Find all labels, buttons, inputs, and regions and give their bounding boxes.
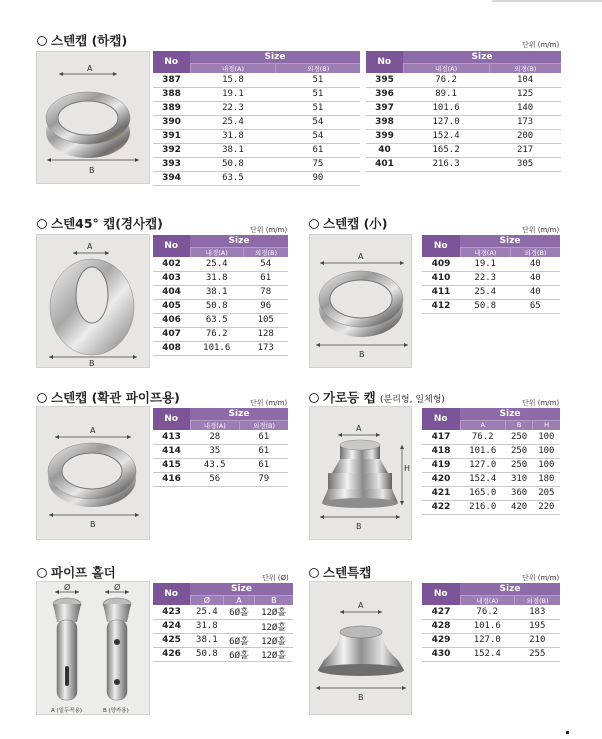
size-value: 6Ø홀 <box>224 605 254 619</box>
unit-label-s7: 단위 (m/m) <box>522 574 560 582</box>
size-value <box>224 619 254 633</box>
size-value: 104 <box>489 73 561 87</box>
item-number: 391 <box>153 129 190 143</box>
size-value: 100 <box>533 430 560 444</box>
size-value: 61 <box>276 143 360 157</box>
size-value: 15.8 <box>190 73 276 87</box>
item-number: 405 <box>153 299 190 313</box>
spec-table-s2: No Size 내경(A) 외경(B) 402 25.4 54 403 31.8 61 404 38.1 78 405 50.8 96 406 63.5 105 407 76.2 128 408 101.6 173 <box>153 235 288 356</box>
size-value: 105 <box>243 313 288 327</box>
item-number: 416 <box>153 472 190 486</box>
size-value: 310 <box>505 472 532 486</box>
table-row <box>153 285 288 299</box>
size-value: 200 <box>489 129 561 143</box>
table-row <box>153 299 288 313</box>
svg-text:Ø: Ø <box>64 583 71 592</box>
table-row <box>153 444 288 458</box>
table-row <box>153 129 360 143</box>
spec-table-s6: No Size Ø A B 423 25.4 6Ø홀 12Ø홀 424 31.8 12Ø홀 425 38.1 6Ø홀 12Ø홀 426 50.8 6Ø홀 12Ø홀 <box>153 583 293 662</box>
size-value: 220 <box>533 500 560 514</box>
size-value: 54 <box>276 115 360 129</box>
unit-label-s4: 단위 (m/m) <box>250 399 288 407</box>
product-image-s3 <box>309 234 412 368</box>
svg-text:B: B <box>358 693 364 702</box>
size-value: 127.0 <box>403 115 489 129</box>
size-value: 128 <box>243 327 288 341</box>
size-value: 360 <box>505 486 532 500</box>
item-number: 392 <box>153 143 190 157</box>
table-row <box>422 430 560 444</box>
spec-table-s7: No Size 내경(A) 외경(B) 427 76.2 183 428 101.6 195 429 127.0 210 430 152.4 255 <box>422 583 560 662</box>
size-value: 63.5 <box>190 313 243 327</box>
size-value: 173 <box>489 115 561 129</box>
section-title-s5: 가로등 캡 (분리형, 일체형) <box>309 388 445 406</box>
size-value: 40 <box>511 257 560 271</box>
table-row <box>153 271 288 285</box>
unit-label-s3: 단위 (m/m) <box>522 226 560 234</box>
table-row <box>153 619 293 633</box>
table-row <box>153 472 288 486</box>
size-value: 50.8 <box>190 299 243 313</box>
table-row <box>422 605 560 619</box>
table-row <box>153 73 360 87</box>
item-number: 421 <box>422 486 460 500</box>
unit-label-s1: 단위 (m/m) <box>522 41 560 49</box>
caption-a: A (일두꼭용) <box>51 708 83 714</box>
size-value: 127.0 <box>460 458 505 472</box>
section-title-s7: 스텐특캡 <box>309 563 371 581</box>
size-value: 101.6 <box>460 444 505 458</box>
section-title-s4: 스텐캡 (확관 파이프용) <box>37 388 180 406</box>
item-number: 413 <box>153 430 190 444</box>
table-row <box>153 101 360 115</box>
size-value: 205 <box>533 486 560 500</box>
table-row <box>366 143 561 157</box>
size-value: 165.0 <box>460 486 505 500</box>
table-row <box>422 619 560 633</box>
size-value: 56 <box>190 472 240 486</box>
size-value: 12Ø홀 <box>254 619 293 633</box>
svg-text:A: A <box>90 426 96 435</box>
size-value: 6Ø홀 <box>224 647 254 661</box>
table-row <box>366 73 561 87</box>
table-row <box>422 647 560 661</box>
size-value: 180 <box>533 472 560 486</box>
item-number: 424 <box>153 619 190 633</box>
size-value: 217 <box>489 143 561 157</box>
item-number: 404 <box>153 285 190 299</box>
size-value: 420 <box>505 500 532 514</box>
circle-bullet-icon <box>309 393 319 403</box>
size-value: 76.2 <box>190 327 243 341</box>
item-number: 387 <box>153 73 190 87</box>
table-row <box>366 157 561 171</box>
item-number: 396 <box>366 87 403 101</box>
item-number: 394 <box>153 171 190 185</box>
item-number: 389 <box>153 101 190 115</box>
size-value: 305 <box>489 157 561 171</box>
table-row <box>153 341 288 355</box>
size-value: 25.4 <box>460 285 511 299</box>
size-value: 54 <box>243 257 288 271</box>
item-number: 426 <box>153 647 190 661</box>
item-number: 428 <box>422 619 460 633</box>
svg-text:B: B <box>90 520 96 529</box>
size-value: 140 <box>489 101 561 115</box>
size-value: 195 <box>515 619 560 633</box>
size-value: 54 <box>276 129 360 143</box>
spec-table-s4: No Size 내경(A) 외경(B) 413 28 61 414 35 61 415 43.5 61 416 56 79 <box>153 408 288 487</box>
header-no: No <box>153 51 190 73</box>
size-value: 63.5 <box>190 171 276 185</box>
spec-table-s5: No Size A B H 417 76.2 250 100 418 101.6 250 100 419 127.0 250 100 420 152.4 310 180 421 165.0 360 205 422 216.0 420 220 <box>422 408 560 515</box>
size-value: 43.5 <box>190 458 240 472</box>
table-row <box>153 87 360 101</box>
size-value: 61 <box>240 444 288 458</box>
header-outer-b: 외경(B) <box>276 63 360 73</box>
svg-text:Ø: Ø <box>114 583 121 592</box>
size-value: 96 <box>243 299 288 313</box>
size-value: 31.8 <box>190 129 276 143</box>
item-number: 411 <box>422 285 460 299</box>
item-number: 388 <box>153 87 190 101</box>
size-value: 38.1 <box>190 633 224 647</box>
header-outer-b: 외경(B) <box>489 63 561 73</box>
size-value: 101.6 <box>403 101 489 115</box>
section-title-s3: 스텐캡 (小) <box>309 214 388 232</box>
size-value: 78 <box>243 285 288 299</box>
size-value: 61 <box>240 430 288 444</box>
item-number: 414 <box>153 444 190 458</box>
item-number: 403 <box>153 271 190 285</box>
size-value: 31.8 <box>190 271 243 285</box>
product-image-s5 <box>309 406 412 540</box>
size-value: 51 <box>276 101 360 115</box>
item-number: 401 <box>366 157 403 171</box>
section-title-s6: 파이프 홀더 <box>37 563 116 581</box>
size-value: 90 <box>276 171 360 185</box>
table-row <box>422 472 560 486</box>
size-value: 216.0 <box>460 500 505 514</box>
item-number: 429 <box>422 633 460 647</box>
size-value: 19.1 <box>460 257 511 271</box>
size-value: 51 <box>276 73 360 87</box>
item-number: 399 <box>366 129 403 143</box>
section-title-s2: 스텐45° 캡(경사캡) <box>37 214 163 232</box>
table-row <box>422 285 560 299</box>
size-value: 152.4 <box>460 647 515 661</box>
item-number: 418 <box>422 444 460 458</box>
product-image-s1 <box>36 51 150 184</box>
page-dot <box>566 731 569 734</box>
table-row <box>153 458 288 472</box>
size-value: 100 <box>533 444 560 458</box>
item-number: 390 <box>153 115 190 129</box>
product-image-s7 <box>309 581 412 715</box>
circle-bullet-icon <box>309 568 319 578</box>
item-number: 417 <box>422 430 460 444</box>
table-row <box>153 430 288 444</box>
table-row <box>153 327 288 341</box>
svg-text:H: H <box>404 464 411 473</box>
svg-text:B: B <box>356 522 362 531</box>
dim-label-a: A <box>87 64 93 73</box>
size-value: 31.8 <box>190 619 224 633</box>
table-row <box>153 313 288 327</box>
size-value: 28 <box>190 430 240 444</box>
svg-text:A: A <box>358 601 364 610</box>
item-number: 397 <box>366 101 403 115</box>
table-row <box>153 605 293 619</box>
table-row <box>153 115 360 129</box>
table-row <box>422 271 560 285</box>
table-row <box>366 115 561 129</box>
size-value: 22.3 <box>190 101 276 115</box>
circle-bullet-icon <box>37 393 47 403</box>
header-size: Size <box>403 51 561 63</box>
size-value: 35 <box>190 444 240 458</box>
size-value: 75 <box>276 157 360 171</box>
size-value: 12Ø홀 <box>254 605 293 619</box>
size-value: 61 <box>243 271 288 285</box>
svg-text:A: A <box>87 242 93 251</box>
size-value: 79 <box>240 472 288 486</box>
caption-b: B (양카용) <box>103 708 129 714</box>
size-value: 216.3 <box>403 157 489 171</box>
svg-text:A: A <box>358 252 364 261</box>
item-number: 40 <box>366 143 403 157</box>
size-value: 89.1 <box>403 87 489 101</box>
item-number: 430 <box>422 647 460 661</box>
table-row <box>422 299 560 313</box>
item-number: 415 <box>153 458 190 472</box>
size-value: 19.1 <box>190 87 276 101</box>
size-value: 6Ø홀 <box>224 633 254 647</box>
size-value: 250 <box>505 444 532 458</box>
item-number: 427 <box>422 605 460 619</box>
spec-table-s1-right <box>366 51 561 172</box>
item-number: 398 <box>366 115 403 129</box>
item-number: 407 <box>153 327 190 341</box>
svg-text:B: B <box>359 350 365 359</box>
dim-label-b: B <box>89 166 95 175</box>
item-number: 420 <box>422 472 460 486</box>
table-row <box>422 633 560 647</box>
item-number: 423 <box>153 605 190 619</box>
table-row <box>153 257 288 271</box>
size-value: 76.2 <box>460 430 505 444</box>
size-value: 210 <box>515 633 560 647</box>
size-value: 12Ø홀 <box>254 647 293 661</box>
product-image-s4 <box>36 406 150 540</box>
header-inner-a: 내경(A) <box>190 63 276 73</box>
size-value: 76.2 <box>403 73 489 87</box>
table-row <box>153 633 293 647</box>
item-number: 402 <box>153 257 190 271</box>
item-number: 419 <box>422 458 460 472</box>
size-value: 125 <box>489 87 561 101</box>
table-row <box>366 87 561 101</box>
size-value: 40 <box>511 285 560 299</box>
size-value: 152.4 <box>403 129 489 143</box>
size-value: 38.1 <box>190 285 243 299</box>
product-image-s6 <box>36 581 150 715</box>
header-size: Size <box>190 51 360 63</box>
size-value: 165.2 <box>403 143 489 157</box>
spec-table-s3: No Size 내경(A) 외경(B) 409 19.1 40 410 22.3 40 411 25.4 40 412 50.8 65 <box>422 235 560 314</box>
table-row <box>422 500 560 514</box>
circle-bullet-icon <box>309 219 319 229</box>
size-value: 40 <box>511 271 560 285</box>
size-value: 101.6 <box>190 341 243 355</box>
size-value: 173 <box>243 341 288 355</box>
size-value: 127.0 <box>460 633 515 647</box>
table-row <box>153 143 360 157</box>
table-row <box>153 647 293 661</box>
item-number: 409 <box>422 257 460 271</box>
table-row <box>366 129 561 143</box>
svg-text:A: A <box>356 424 362 433</box>
table-row <box>153 157 360 171</box>
size-value: 50.8 <box>190 647 224 661</box>
top-rule <box>492 0 602 2</box>
item-number: 408 <box>153 341 190 355</box>
header-inner-a: 내경(A) <box>403 63 489 73</box>
size-value: 250 <box>505 430 532 444</box>
unit-label-s2: 단위 (m/m) <box>250 226 288 234</box>
size-value: 38.1 <box>190 143 276 157</box>
section-title-s1: 스텐캡 (하캡) <box>37 31 127 49</box>
size-value: 12Ø홀 <box>254 633 293 647</box>
size-value: 51 <box>276 87 360 101</box>
size-value: 101.6 <box>460 619 515 633</box>
svg-text:B: B <box>89 359 95 368</box>
size-value: 50.8 <box>190 157 276 171</box>
circle-bullet-icon <box>37 219 47 229</box>
size-value: 76.2 <box>460 605 515 619</box>
circle-bullet-icon <box>37 36 47 46</box>
unit-label-s6: 단위 (Ø) <box>262 574 289 582</box>
item-number: 425 <box>153 633 190 647</box>
size-value: 22.3 <box>460 271 511 285</box>
circle-bullet-icon <box>37 568 47 578</box>
item-number: 393 <box>153 157 190 171</box>
size-value: 152.4 <box>460 472 505 486</box>
item-number: 410 <box>422 271 460 285</box>
table-row <box>422 444 560 458</box>
size-value: 25.4 <box>190 115 276 129</box>
table-row <box>153 171 360 185</box>
table-row <box>422 257 560 271</box>
size-value: 50.8 <box>460 299 511 313</box>
table-row <box>366 101 561 115</box>
size-value: 61 <box>240 458 288 472</box>
table-row <box>422 458 560 472</box>
product-image-s2 <box>36 234 150 368</box>
size-value: 250 <box>505 458 532 472</box>
size-value: 183 <box>515 605 560 619</box>
table-row <box>422 486 560 500</box>
item-number: 395 <box>366 73 403 87</box>
item-number: 422 <box>422 500 460 514</box>
size-value: 100 <box>533 458 560 472</box>
item-number: 406 <box>153 313 190 327</box>
size-value: 255 <box>515 647 560 661</box>
size-value: 25.4 <box>190 605 224 619</box>
item-number: 412 <box>422 299 460 313</box>
unit-label-s5: 단위 (m/m) <box>522 399 560 407</box>
size-value: 25.4 <box>190 257 243 271</box>
header-no: No <box>366 51 403 73</box>
spec-table-s1-left <box>153 51 360 186</box>
size-value: 65 <box>511 299 560 313</box>
